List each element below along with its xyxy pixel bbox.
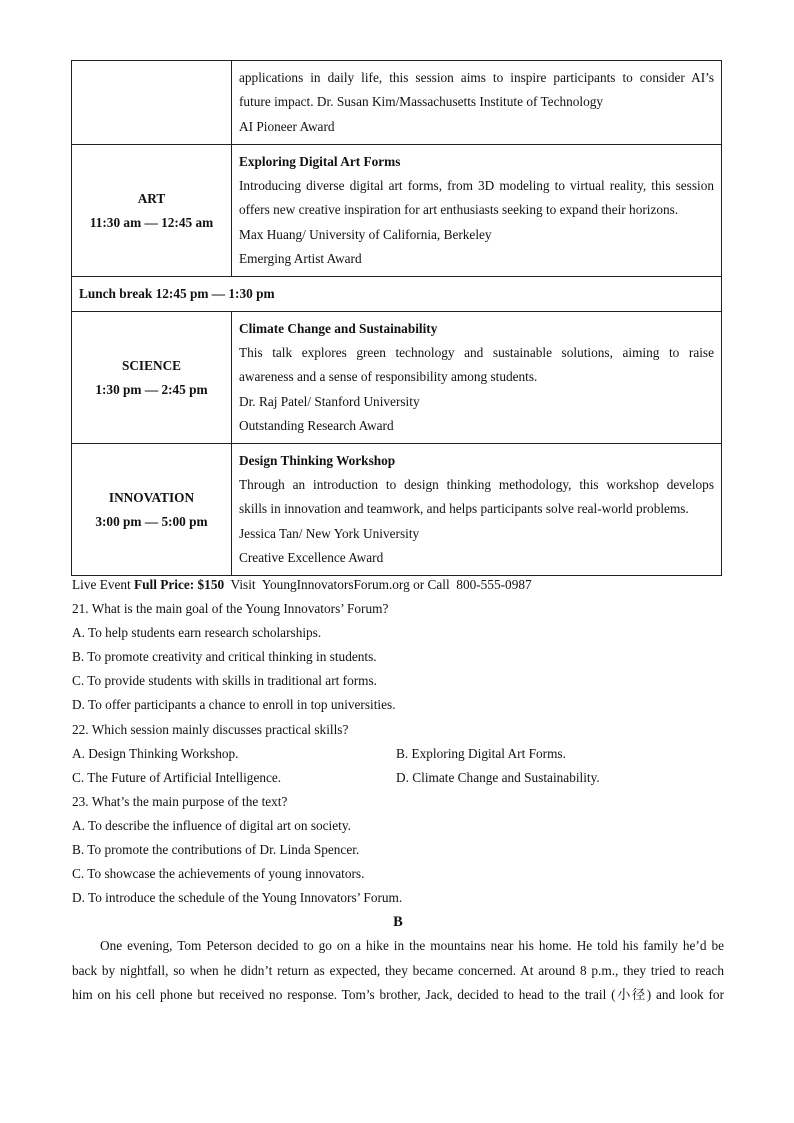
ai-award: AI Pioneer Award <box>239 118 335 134</box>
innovation-desc-line: Through an introduction to design thinking methodology, this workshop develops <box>239 477 714 493</box>
question-22-option-c: C. The Future of Artificial Intelligence. <box>72 769 282 785</box>
table-row-ai <box>72 61 722 145</box>
science-time: 1:30 pm — 2:45 pm <box>95 381 208 397</box>
science-award: Outstanding Research Award <box>239 417 394 433</box>
price-suffix: Visit YoungInnovatorsForum.org or Call 800-555-0987 <box>224 577 532 592</box>
table-row-art <box>72 145 722 277</box>
price-line <box>72 573 724 597</box>
question-22-stem: 22. Which session mainly discusses practical skills? <box>72 721 349 737</box>
science-desc-line: awareness and a sense of responsibility among students. <box>239 369 538 385</box>
question-21-stem: 21. What is the main goal of the Young Innovators’ Forum? <box>72 601 389 617</box>
question-22-option-b: B. Exploring Digital Art Forms. <box>396 745 566 761</box>
art-award: Emerging Artist Award <box>239 250 362 266</box>
paragraph-line: him on his cell phone but received no response. Tom’s brother, Jack, decided to head to the trail (小径) and look for <box>72 986 724 1002</box>
science-desc-line: This talk explores green technology and sustainable solutions, aiming to raise <box>239 345 714 361</box>
question-23-stem: 23. What’s the main purpose of the text? <box>72 793 288 809</box>
section-b-heading: B <box>393 914 403 931</box>
paragraph-line: back by nightfall, so when he didn’t return as expected, they became concerned. At around 8 p.m., they tried to reach <box>72 962 724 978</box>
questions-area <box>72 573 724 1007</box>
innovation-session-title: Design Thinking Workshop <box>239 452 396 468</box>
ai-desc-cell <box>232 61 722 145</box>
question-23-option-a: A. To describe the influence of digital art on society. <box>72 817 351 833</box>
question-22-option-d: D. Climate Change and Sustainability. <box>396 769 600 785</box>
question-22-options-row <box>72 742 724 766</box>
art-time: 11:30 am — 12:45 am <box>89 214 214 230</box>
art-session-title: Exploring Digital Art Forms <box>239 153 401 169</box>
ai-desc-line: future impact. Dr. Susan Kim/Massachusetts Institute of Technology <box>239 94 604 110</box>
innovation-label: INNOVATION <box>108 489 195 505</box>
innovation-desc-line: skills in innovation and teamwork, and helps participants solve real-world problems. <box>239 501 689 517</box>
full-price: Full Price: $150 <box>134 577 225 592</box>
science-label-cell <box>72 312 232 444</box>
ai-label-cell <box>72 61 232 145</box>
ai-desc-line: applications in daily life, this session aims to inspire participants to consider AI’s <box>239 70 714 86</box>
question-23-option-d: D. To introduce the schedule of the Young Innovators’ Forum. <box>72 890 403 906</box>
question-21-option-a: A. To help students earn research scholarships. <box>72 625 322 641</box>
art-speaker: Max Huang/ University of California, Berkeley <box>239 226 492 242</box>
table-row-innovation <box>72 444 722 576</box>
art-label-cell <box>72 145 232 277</box>
question-23-option-c: C. To showcase the achievements of young innovators. <box>72 866 365 882</box>
innovation-time: 3:00 pm — 5:00 pm <box>95 513 208 529</box>
innovation-award: Creative Excellence Award <box>239 549 384 565</box>
innovation-speaker: Jessica Tan/ New York University <box>239 525 420 541</box>
question-22-options-row <box>72 766 724 790</box>
paragraph-line: One evening, Tom Peterson decided to go on a hike in the mountains near his home. He told his family he’d be <box>100 938 724 954</box>
schedule-table <box>71 60 722 576</box>
innovation-desc-cell <box>232 444 722 576</box>
art-desc-cell <box>232 145 722 277</box>
table-row-lunch <box>72 277 722 312</box>
question-21-option-c: C. To provide students with skills in traditional art forms. <box>72 673 377 689</box>
art-label: ART <box>137 190 166 206</box>
science-label: SCIENCE <box>121 357 182 373</box>
art-desc-line: Introducing diverse digital art forms, from 3D modeling to virtual reality, this session <box>239 178 714 194</box>
art-desc-line: offers new creative inspiration for art enthusiasts seeking to expand their horizons. <box>239 202 679 218</box>
table-row-science <box>72 312 722 444</box>
section-b-paragraph <box>72 934 724 1007</box>
science-session-title: Climate Change and Sustainability <box>239 320 438 336</box>
science-speaker: Dr. Raj Patel/ Stanford University <box>239 393 420 409</box>
question-21-option-b: B. To promote creativity and critical thinking in students. <box>72 649 377 665</box>
question-23-option-b: B. To promote the contributions of Dr. Linda Spencer. <box>72 842 360 858</box>
lunch-break: Lunch break 12:45 pm — 1:30 pm <box>72 277 722 312</box>
price-prefix: Live Event <box>72 577 135 592</box>
question-22-option-a: A. Design Thinking Workshop. <box>72 745 239 761</box>
question-21-option-d: D. To offer participants a chance to enroll in top universities. <box>72 697 396 713</box>
innovation-label-cell <box>72 444 232 576</box>
science-desc-cell <box>232 312 722 444</box>
